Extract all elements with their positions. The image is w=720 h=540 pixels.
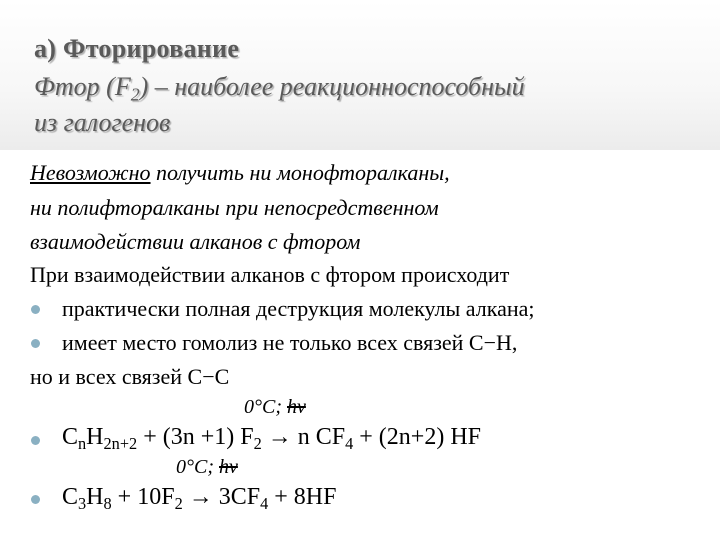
reaction-1-temperature: 0°С; <box>244 396 287 418</box>
subtitle-text-end: ) – наиболее реакционноспособный <box>139 72 525 101</box>
eq-sub: 2 <box>253 434 262 454</box>
eq-sub: 2n+2 <box>103 434 138 454</box>
reaction-1-light: hν <box>287 396 306 418</box>
intro-line-1 <box>30 160 450 186</box>
eq-text: → n CF <box>261 424 346 450</box>
intro-line-3: взаимодействии алканов с фтором <box>30 229 361 254</box>
eq-sub: 4 <box>345 434 354 454</box>
subtitle-subscript: 2 <box>130 84 140 105</box>
eq-text: H <box>86 484 104 510</box>
slide-heading: а) Фторирование <box>34 34 240 63</box>
reaction-2-temperature: 0°С; <box>176 456 219 478</box>
intro-line-1-rest: получить ни монофторалканы, <box>150 160 450 185</box>
reaction-2-equation <box>62 484 337 514</box>
bullet-icon <box>31 305 40 314</box>
reaction-2-conditions <box>176 456 238 479</box>
reaction-1-conditions <box>244 396 306 419</box>
bullet-icon <box>31 339 40 348</box>
reaction-2-light: hν <box>219 456 238 478</box>
eq-sub: 3 <box>78 494 87 514</box>
eq-sub: 4 <box>260 494 269 514</box>
eq-sub: 2 <box>174 494 183 514</box>
slide-subtitle-line-2: из галогенов <box>34 108 171 137</box>
eq-text: C <box>62 424 79 450</box>
intro-line-2: ни полифторалканы при непосредственном <box>30 195 439 220</box>
eq-text: H <box>86 424 104 450</box>
bullet-icon <box>31 436 40 445</box>
slide-subtitle-line-1 <box>34 72 525 105</box>
subtitle-text: Фтор (F <box>34 72 131 101</box>
paragraph-continuation: но и всех связей С−С <box>30 364 230 389</box>
bullet-item-2: имеет место гомолиз не только всех связей С−Н, <box>62 330 518 355</box>
eq-text: C <box>62 484 79 510</box>
bullet-icon <box>31 495 40 504</box>
eq-text: + 10F <box>111 484 175 510</box>
eq-sub: 8 <box>103 494 112 514</box>
eq-text: → 3CF <box>182 484 261 510</box>
bullet-item-1: практически полная деструкция молекулы алкана; <box>62 296 535 321</box>
eq-sub: n <box>78 434 87 454</box>
underlined-word: Невозможно <box>30 160 151 185</box>
eq-text: + (2n+2) HF <box>353 424 481 450</box>
eq-text: + 8HF <box>268 484 337 510</box>
paragraph-lead: При взаимодействии алканов с фтором происходит <box>30 262 510 287</box>
reaction-1-equation <box>62 424 481 454</box>
eq-text: + (3n +1) F <box>137 424 254 450</box>
